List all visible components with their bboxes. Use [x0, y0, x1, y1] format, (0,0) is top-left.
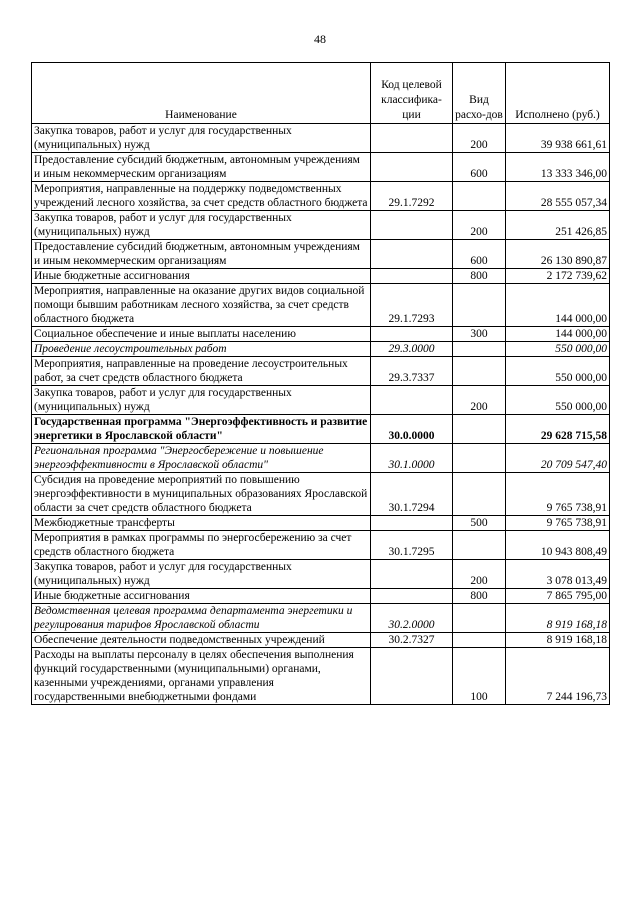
row-code-cell: 29.3.0000: [371, 342, 453, 357]
row-sum-cell: 550 000,00: [506, 342, 610, 357]
row-code-cell: [371, 327, 453, 342]
row-vid-cell: 500: [453, 516, 506, 531]
row-name-cell: Закупка товаров, работ и услуг для государственных (муниципальных) нужд: [32, 560, 371, 589]
row-sum-cell: 26 130 890,87: [506, 240, 610, 269]
row-vid-cell: 200: [453, 386, 506, 415]
table-header-row: [32, 63, 610, 124]
row-code-cell: [371, 124, 453, 153]
header-vid: Вид расхо-дов: [453, 63, 506, 124]
row-vid-cell: 100: [453, 648, 506, 705]
row-vid-cell: [453, 182, 506, 211]
row-sum-cell: 8 919 168,18: [506, 633, 610, 648]
table-row: [32, 589, 610, 604]
row-sum-cell: 20 709 547,40: [506, 444, 610, 473]
row-vid-cell: 200: [453, 124, 506, 153]
row-vid-cell: 600: [453, 153, 506, 182]
table-row: [32, 444, 610, 473]
row-code-cell: 30.1.0000: [371, 444, 453, 473]
row-vid-cell: [453, 531, 506, 560]
row-vid-cell: [453, 357, 506, 386]
table-row: [32, 473, 610, 516]
row-name-cell: Мероприятия в рамках программы по энергосбережению за счет средств областного бюджета: [32, 531, 371, 560]
row-vid-cell: 300: [453, 327, 506, 342]
row-sum-cell: 9 765 738,91: [506, 516, 610, 531]
row-name-cell: Государственная программа "Энергоэффективность и развитие энергетики в Ярославской области": [32, 415, 371, 444]
table-row: [32, 604, 610, 633]
row-code-cell: 30.0.0000: [371, 415, 453, 444]
row-name-cell: Социальное обеспечение и иные выплаты населению: [32, 327, 371, 342]
row-code-cell: 29.1.7292: [371, 182, 453, 211]
table-row: [32, 386, 610, 415]
row-sum-cell: 144 000,00: [506, 327, 610, 342]
row-code-cell: [371, 648, 453, 705]
row-name-cell: Проведение лесоустроительных работ: [32, 342, 371, 357]
row-code-cell: [371, 516, 453, 531]
table-body: [32, 124, 610, 705]
row-name-cell: Межбюджетные трансферты: [32, 516, 371, 531]
row-name-cell: Иные бюджетные ассигнования: [32, 589, 371, 604]
row-sum-cell: 10 943 808,49: [506, 531, 610, 560]
table-row: [32, 531, 610, 560]
table-row: [32, 648, 610, 705]
table-row: [32, 327, 610, 342]
row-code-cell: [371, 153, 453, 182]
row-vid-cell: 200: [453, 211, 506, 240]
table-row: [32, 357, 610, 386]
row-code-cell: 29.3.7337: [371, 357, 453, 386]
row-name-cell: Ведомственная целевая программа департамента энергетики и регулирования тарифов Ярославской области: [32, 604, 371, 633]
row-sum-cell: 8 919 168,18: [506, 604, 610, 633]
header-code: Код целевой классифика-ции: [371, 63, 453, 124]
row-name-cell: Иные бюджетные ассигнования: [32, 269, 371, 284]
row-code-cell: [371, 560, 453, 589]
table-row: [32, 633, 610, 648]
row-name-cell: Мероприятия, направленные на поддержку подведомственных учреждений лесного хозяйства, за счет средств областного бюджета: [32, 182, 371, 211]
row-sum-cell: 3 078 013,49: [506, 560, 610, 589]
row-sum-cell: 13 333 346,00: [506, 153, 610, 182]
row-name-cell: Закупка товаров, работ и услуг для государственных (муниципальных) нужд: [32, 124, 371, 153]
row-sum-cell: 2 172 739,62: [506, 269, 610, 284]
row-vid-cell: [453, 473, 506, 516]
row-vid-cell: [453, 342, 506, 357]
row-code-cell: 30.2.0000: [371, 604, 453, 633]
row-vid-cell: [453, 444, 506, 473]
table-row: [32, 124, 610, 153]
row-vid-cell: 200: [453, 560, 506, 589]
row-vid-cell: 600: [453, 240, 506, 269]
row-code-cell: [371, 269, 453, 284]
table-row: [32, 516, 610, 531]
row-name-cell: Мероприятия, направленные на оказание других видов социальной помощи бывшим работникам лесного хозяйства, за счет средств областного бюджета: [32, 284, 371, 327]
row-sum-cell: 28 555 057,34: [506, 182, 610, 211]
row-vid-cell: 800: [453, 269, 506, 284]
row-code-cell: [371, 589, 453, 604]
row-vid-cell: 800: [453, 589, 506, 604]
row-sum-cell: 251 426,85: [506, 211, 610, 240]
row-name-cell: Субсидия на проведение мероприятий по повышению энергоэффективности в муниципальных образованиях Ярославской области за счет средств областного бюджета: [32, 473, 371, 516]
table-row: [32, 342, 610, 357]
row-vid-cell: [453, 604, 506, 633]
header-sum: Исполнено (руб.): [506, 63, 610, 124]
row-name-cell: Обеспечение деятельности подведомственных учреждений: [32, 633, 371, 648]
table-row: [32, 560, 610, 589]
row-code-cell: [371, 240, 453, 269]
row-name-cell: Закупка товаров, работ и услуг для государственных (муниципальных) нужд: [32, 386, 371, 415]
row-sum-cell: 29 628 715,58: [506, 415, 610, 444]
row-sum-cell: 7 244 196,73: [506, 648, 610, 705]
table-row: [32, 415, 610, 444]
row-name-cell: Мероприятия, направленные на проведение лесоустроительных работ, за счет средств областного бюджета: [32, 357, 371, 386]
row-name-cell: Предоставление субсидий бюджетным, автономным учреждениям и иным некоммерческим организациям: [32, 153, 371, 182]
row-code-cell: 30.2.7327: [371, 633, 453, 648]
header-name: Наименование: [32, 63, 371, 124]
row-vid-cell: [453, 284, 506, 327]
page-number: 48: [314, 32, 326, 46]
row-name-cell: Расходы на выплаты персоналу в целях обеспечения выполнения функций государственными (муниципальными) органами, казенными учреждениями, органами управления государственными внебюджетными фондами: [32, 648, 371, 705]
row-name-cell: Закупка товаров, работ и услуг для государственных (муниципальных) нужд: [32, 211, 371, 240]
row-code-cell: 30.1.7295: [371, 531, 453, 560]
table-row: [32, 182, 610, 211]
row-sum-cell: 144 000,00: [506, 284, 610, 327]
row-vid-cell: [453, 633, 506, 648]
table-row: [32, 211, 610, 240]
row-sum-cell: 550 000,00: [506, 386, 610, 415]
row-name-cell: Региональная программа "Энергосбережение и повышение энергоэффективности в Ярославской области": [32, 444, 371, 473]
table-row: [32, 240, 610, 269]
row-sum-cell: 550 000,00: [506, 357, 610, 386]
row-code-cell: [371, 386, 453, 415]
table-row: [32, 153, 610, 182]
row-sum-cell: 7 865 795,00: [506, 589, 610, 604]
row-sum-cell: 9 765 738,91: [506, 473, 610, 516]
row-name-cell: Предоставление субсидий бюджетным, автономным учреждениям и иным некоммерческим организациям: [32, 240, 371, 269]
row-code-cell: 29.1.7293: [371, 284, 453, 327]
row-code-cell: 30.1.7294: [371, 473, 453, 516]
table-row: [32, 284, 610, 327]
table-row: [32, 269, 610, 284]
row-sum-cell: 39 938 661,61: [506, 124, 610, 153]
row-vid-cell: [453, 415, 506, 444]
budget-execution-table: [31, 62, 610, 705]
row-code-cell: [371, 211, 453, 240]
